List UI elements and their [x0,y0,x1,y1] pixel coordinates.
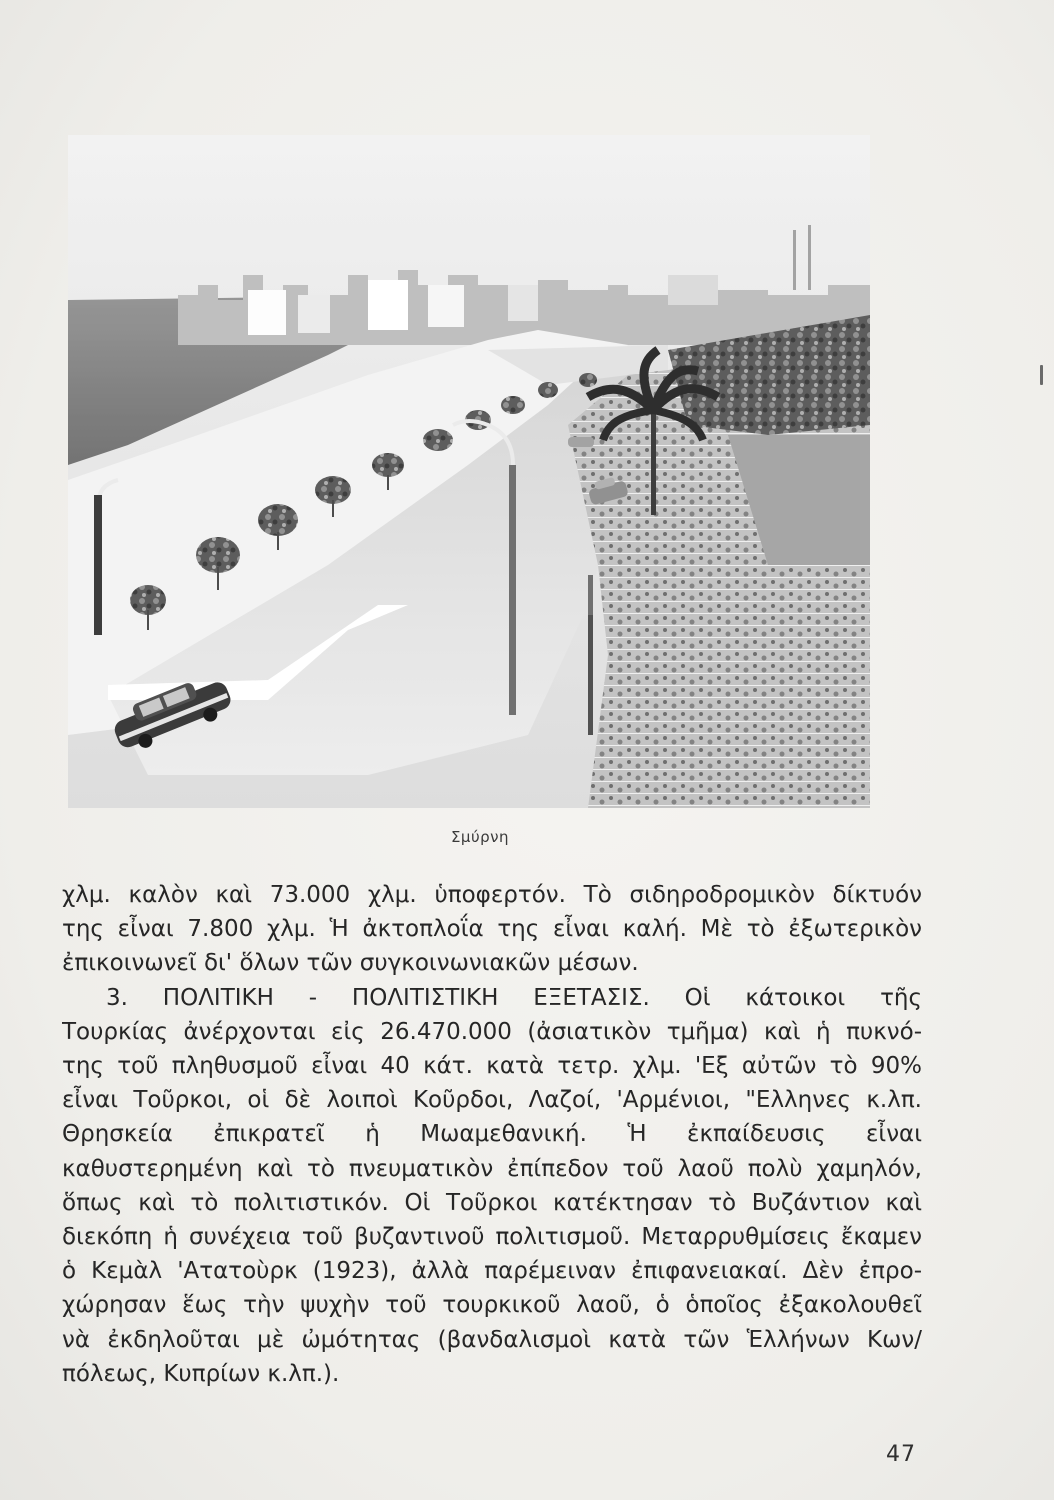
smyrna-photograph [68,135,870,808]
text-line: Τουρκίας ἀνέρχονται εἰς 26.470.000 (ἀσιατικὸν τμῆμα) καὶ ἡ πυκνό- [62,1018,922,1045]
text-line: ὁ Κεμὰλ 'Ατατοὺρκ (1923), ἀλλὰ παρέμειναν ἐπιφανειακαί. Δὲν ἐπρο- [62,1258,922,1285]
section-heading-line: 3. ΠΟΛΙΤΙΚΗ - ΠΟΛΙΤΙΣΤΙΚΗ ΕΞΕΤΑΣΙΣ. Οἱ κάτοικοι τῆς [106,984,922,1011]
text-line: Θρησκεία ἐπικρατεῖ ἡ Μωαμεθανική. Ἡ ἐκπαίδευσις εἶναι [62,1121,922,1148]
text-line: ἐπικοινωνεῖ δι' ὅλων τῶν συγκοινωνιακῶν μέσων. [62,950,639,977]
body-text [62,878,922,1391]
text-line: της τοῦ πληθυσμοῦ εἶναι 40 κάτ. κατὰ τετρ. χλμ. 'Εξ αὐτῶν τὸ 90% [62,1053,922,1080]
text-line: νὰ ἐκδηλοῦται μὲ ὠμότητας (βανδαλισμοὶ κατὰ τῶν Ἑλλήνων Κων/ [62,1326,922,1353]
text-line: διεκόπη ἡ συνέχεια τοῦ βυζαντινοῦ πολιτισμοῦ. Μεταρρυθμίσεις ἔκαμεν [62,1224,922,1251]
text-line: καθυστερημένη καὶ τὸ πνευματικὸν ἐπίπεδον τοῦ λαοῦ πολὺ χαμηλόν, [62,1155,922,1182]
text-line: εἶναι Τοῦρκοι, οἱ δὲ λοιποὶ Κοῦρδοι, Λαζοί, 'Αρμένιοι, "Ελληνες κ.λπ. [62,1087,922,1114]
photo-drawing [68,135,870,808]
text-line: χώρησαν ἕως τὴν ψυχὴν τοῦ τουρκικοῦ λαοῦ, ὁ ὁποῖος ἐξακολουθεῖ [62,1292,922,1319]
page-number: 47 [886,1442,916,1467]
text-line: ὅπως καὶ τὸ πολιτιστικόν. Οἱ Τοῦρκοι κατέκτησαν τὸ Βυζάντιον καὶ [62,1189,922,1216]
page-edge-mark [1040,365,1043,385]
figure-caption: Σμύρνη [450,828,510,846]
text-line: πόλεως, Κυπρίων κ.λπ.). [62,1360,340,1387]
text-line: χλμ. καλὸν καὶ 73.000 χλμ. ὑποφερτόν. Τὸ σιδηροδρομικὸν δίκτυόν [62,882,922,908]
text-line: της εἶναι 7.800 χλμ. Ἡ ἀκτοπλοΐα της εἶναι καλή. Μὲ τὸ ἐξωτερικὸν [62,916,922,943]
